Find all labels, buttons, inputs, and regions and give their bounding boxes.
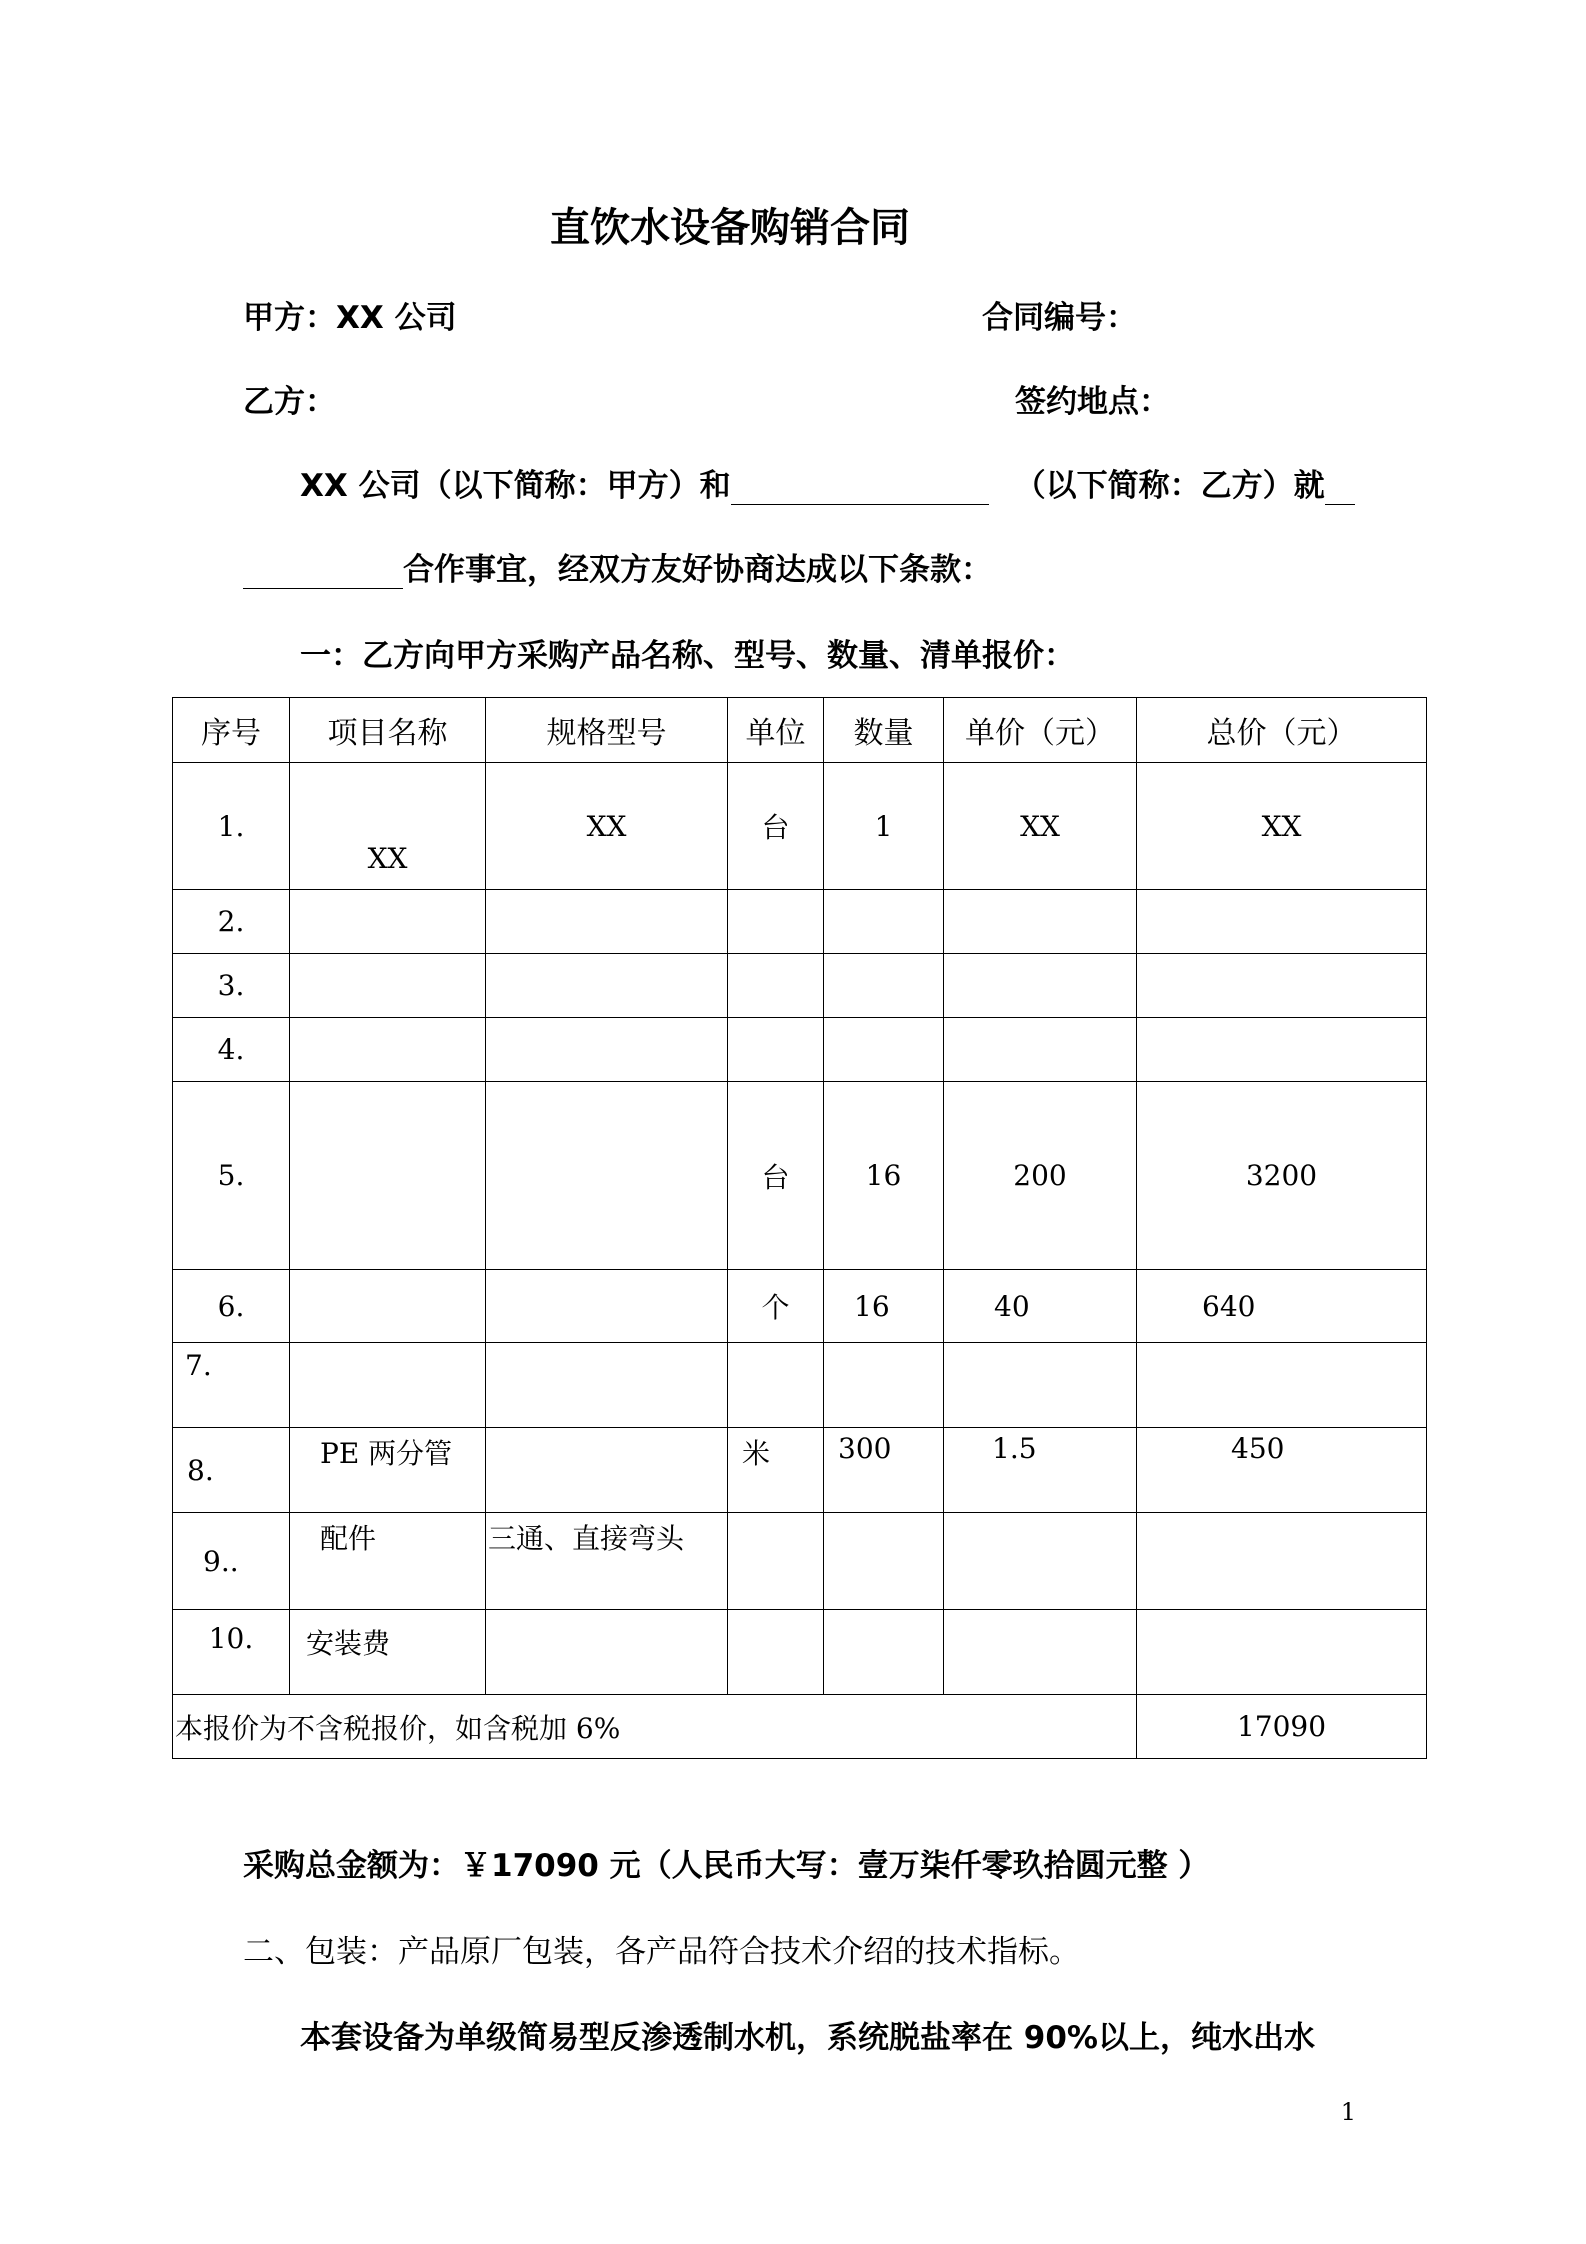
table-footer-row (173, 1695, 1427, 1759)
table-row (173, 890, 1427, 954)
cell-no: 7. (173, 1343, 290, 1428)
cell-spec: XX (486, 763, 728, 890)
tax-note: 本报价为不含税报价，如含税加 6% (173, 1695, 1137, 1759)
header-unit: 单位 (728, 698, 824, 763)
total-amount: 采购总金额为：￥17090 元（人民币大写：壹万柒仟零玖拾圆元整 ） (243, 1848, 1210, 1884)
cell-total (1137, 1018, 1427, 1082)
cell-total: 3200 (1137, 1082, 1427, 1270)
cell-unit: 米 (728, 1428, 824, 1513)
header-qty: 数量 (824, 698, 944, 763)
cell-qty (824, 890, 944, 954)
cell-no: 8. (173, 1428, 290, 1513)
cell-name (290, 890, 486, 954)
table-row (173, 1428, 1427, 1513)
cell-total (1137, 1513, 1427, 1610)
cell-qty (824, 954, 944, 1018)
cell-price: 40 (944, 1270, 1137, 1343)
cell-no: 2. (173, 890, 290, 954)
cell-name: 配件 (290, 1513, 486, 1610)
cell-total (1137, 954, 1427, 1018)
cell-qty: 300 (824, 1428, 944, 1513)
cell-name (290, 1270, 486, 1343)
matter-blank-start (1325, 470, 1355, 505)
cell-spec (486, 1018, 728, 1082)
table-header-row (173, 698, 1427, 763)
cell-name (290, 1018, 486, 1082)
cell-unit (728, 1343, 824, 1428)
cell-qty (824, 1343, 944, 1428)
cell-qty: 1 (824, 763, 944, 890)
table-row (173, 763, 1427, 890)
cell-total: XX (1137, 763, 1427, 890)
table-row (173, 1513, 1427, 1610)
cell-qty: 16 (824, 1082, 944, 1270)
table-row (173, 1610, 1427, 1695)
cell-total (1137, 1343, 1427, 1428)
intro-line-2 (243, 544, 992, 589)
intro-part-1: XX 公司（以下简称：甲方）和 (300, 468, 731, 504)
cell-name (290, 1343, 486, 1428)
cell-price (944, 1018, 1137, 1082)
equipment-description: 本套设备为单级简易型反渗透制水机，系统脱盐率在 90%以上，纯水出水 (300, 2020, 1315, 2056)
cell-price (944, 890, 1137, 954)
party-a: 甲方：XX 公司 (243, 300, 457, 336)
cell-qty (824, 1018, 944, 1082)
cell-spec (486, 954, 728, 1018)
cell-unit (728, 1513, 824, 1610)
cell-qty (824, 1513, 944, 1610)
cell-total: 640 (1137, 1270, 1427, 1343)
cell-spec (486, 1428, 728, 1513)
cell-name (290, 1082, 486, 1270)
cell-no: 1. (173, 763, 290, 890)
cell-price: 1.5 (944, 1428, 1137, 1513)
header-no: 序号 (173, 698, 290, 763)
header-name: 项目名称 (290, 698, 486, 763)
party-b: 乙方： (243, 384, 336, 420)
cell-no: 10. (173, 1610, 290, 1695)
cell-spec: 三通、直接弯头 (486, 1513, 728, 1610)
cell-unit (728, 954, 824, 1018)
cell-unit (728, 1610, 824, 1695)
cell-price: XX (944, 763, 1137, 890)
cell-price (944, 1610, 1137, 1695)
cell-no: 3. (173, 954, 290, 1018)
cell-total (1137, 890, 1427, 954)
cell-spec (486, 1082, 728, 1270)
contract-number-label: 合同编号： (982, 300, 1137, 336)
cell-name: 安装费 (290, 1610, 486, 1695)
cell-price (944, 954, 1137, 1018)
product-table (172, 697, 1427, 1759)
cell-name (290, 954, 486, 1018)
cell-no: 4. (173, 1018, 290, 1082)
cell-total: 450 (1137, 1428, 1427, 1513)
cell-name: PE 两分管 (290, 1428, 486, 1513)
cell-qty: 16 (824, 1270, 944, 1343)
cell-unit (728, 1018, 824, 1082)
party-b-blank (731, 470, 989, 505)
cell-unit: 台 (728, 1082, 824, 1270)
table-row (173, 1018, 1427, 1082)
grand-total: 17090 (1137, 1695, 1427, 1759)
page-number: 1 (1340, 2098, 1356, 2126)
cell-unit: 个 (728, 1270, 824, 1343)
table-row (173, 954, 1427, 1018)
cell-price (944, 1513, 1137, 1610)
intro-line-1 (300, 460, 1355, 505)
matter-blank (243, 554, 403, 589)
cell-spec (486, 1270, 728, 1343)
header-total: 总价（元） (1137, 698, 1427, 763)
table-row (173, 1082, 1427, 1270)
intro-part-2: （以下简称：乙方）就 (1014, 468, 1325, 504)
cell-unit (728, 890, 824, 954)
header-spec: 规格型号 (486, 698, 728, 763)
section-2-packaging: 二、包装：产品原厂包装，各产品符合技术介绍的技术指标。 (243, 1934, 1080, 1970)
intro-part-3: 合作事宜，经双方友好协商达成以下条款： (403, 552, 992, 588)
cell-total (1137, 1610, 1427, 1695)
table-row (173, 1343, 1427, 1428)
table-row (173, 1270, 1427, 1343)
section-1-heading: 一：乙方向甲方采购产品名称、型号、数量、清单报价： (300, 638, 1075, 674)
cell-price (944, 1343, 1137, 1428)
cell-no: 5. (173, 1082, 290, 1270)
document-title: 直饮水设备购销合同 (550, 205, 910, 251)
cell-spec (486, 1610, 728, 1695)
signing-place-label: 签约地点： (1015, 384, 1170, 420)
cell-qty (824, 1610, 944, 1695)
cell-no: 9.. (173, 1513, 290, 1610)
header-unit-price: 单价（元） (944, 698, 1137, 763)
cell-unit: 台 (728, 763, 824, 890)
cell-spec (486, 890, 728, 954)
cell-no: 6. (173, 1270, 290, 1343)
cell-name: XX (290, 763, 486, 890)
cell-price: 200 (944, 1082, 1137, 1270)
cell-spec (486, 1343, 728, 1428)
